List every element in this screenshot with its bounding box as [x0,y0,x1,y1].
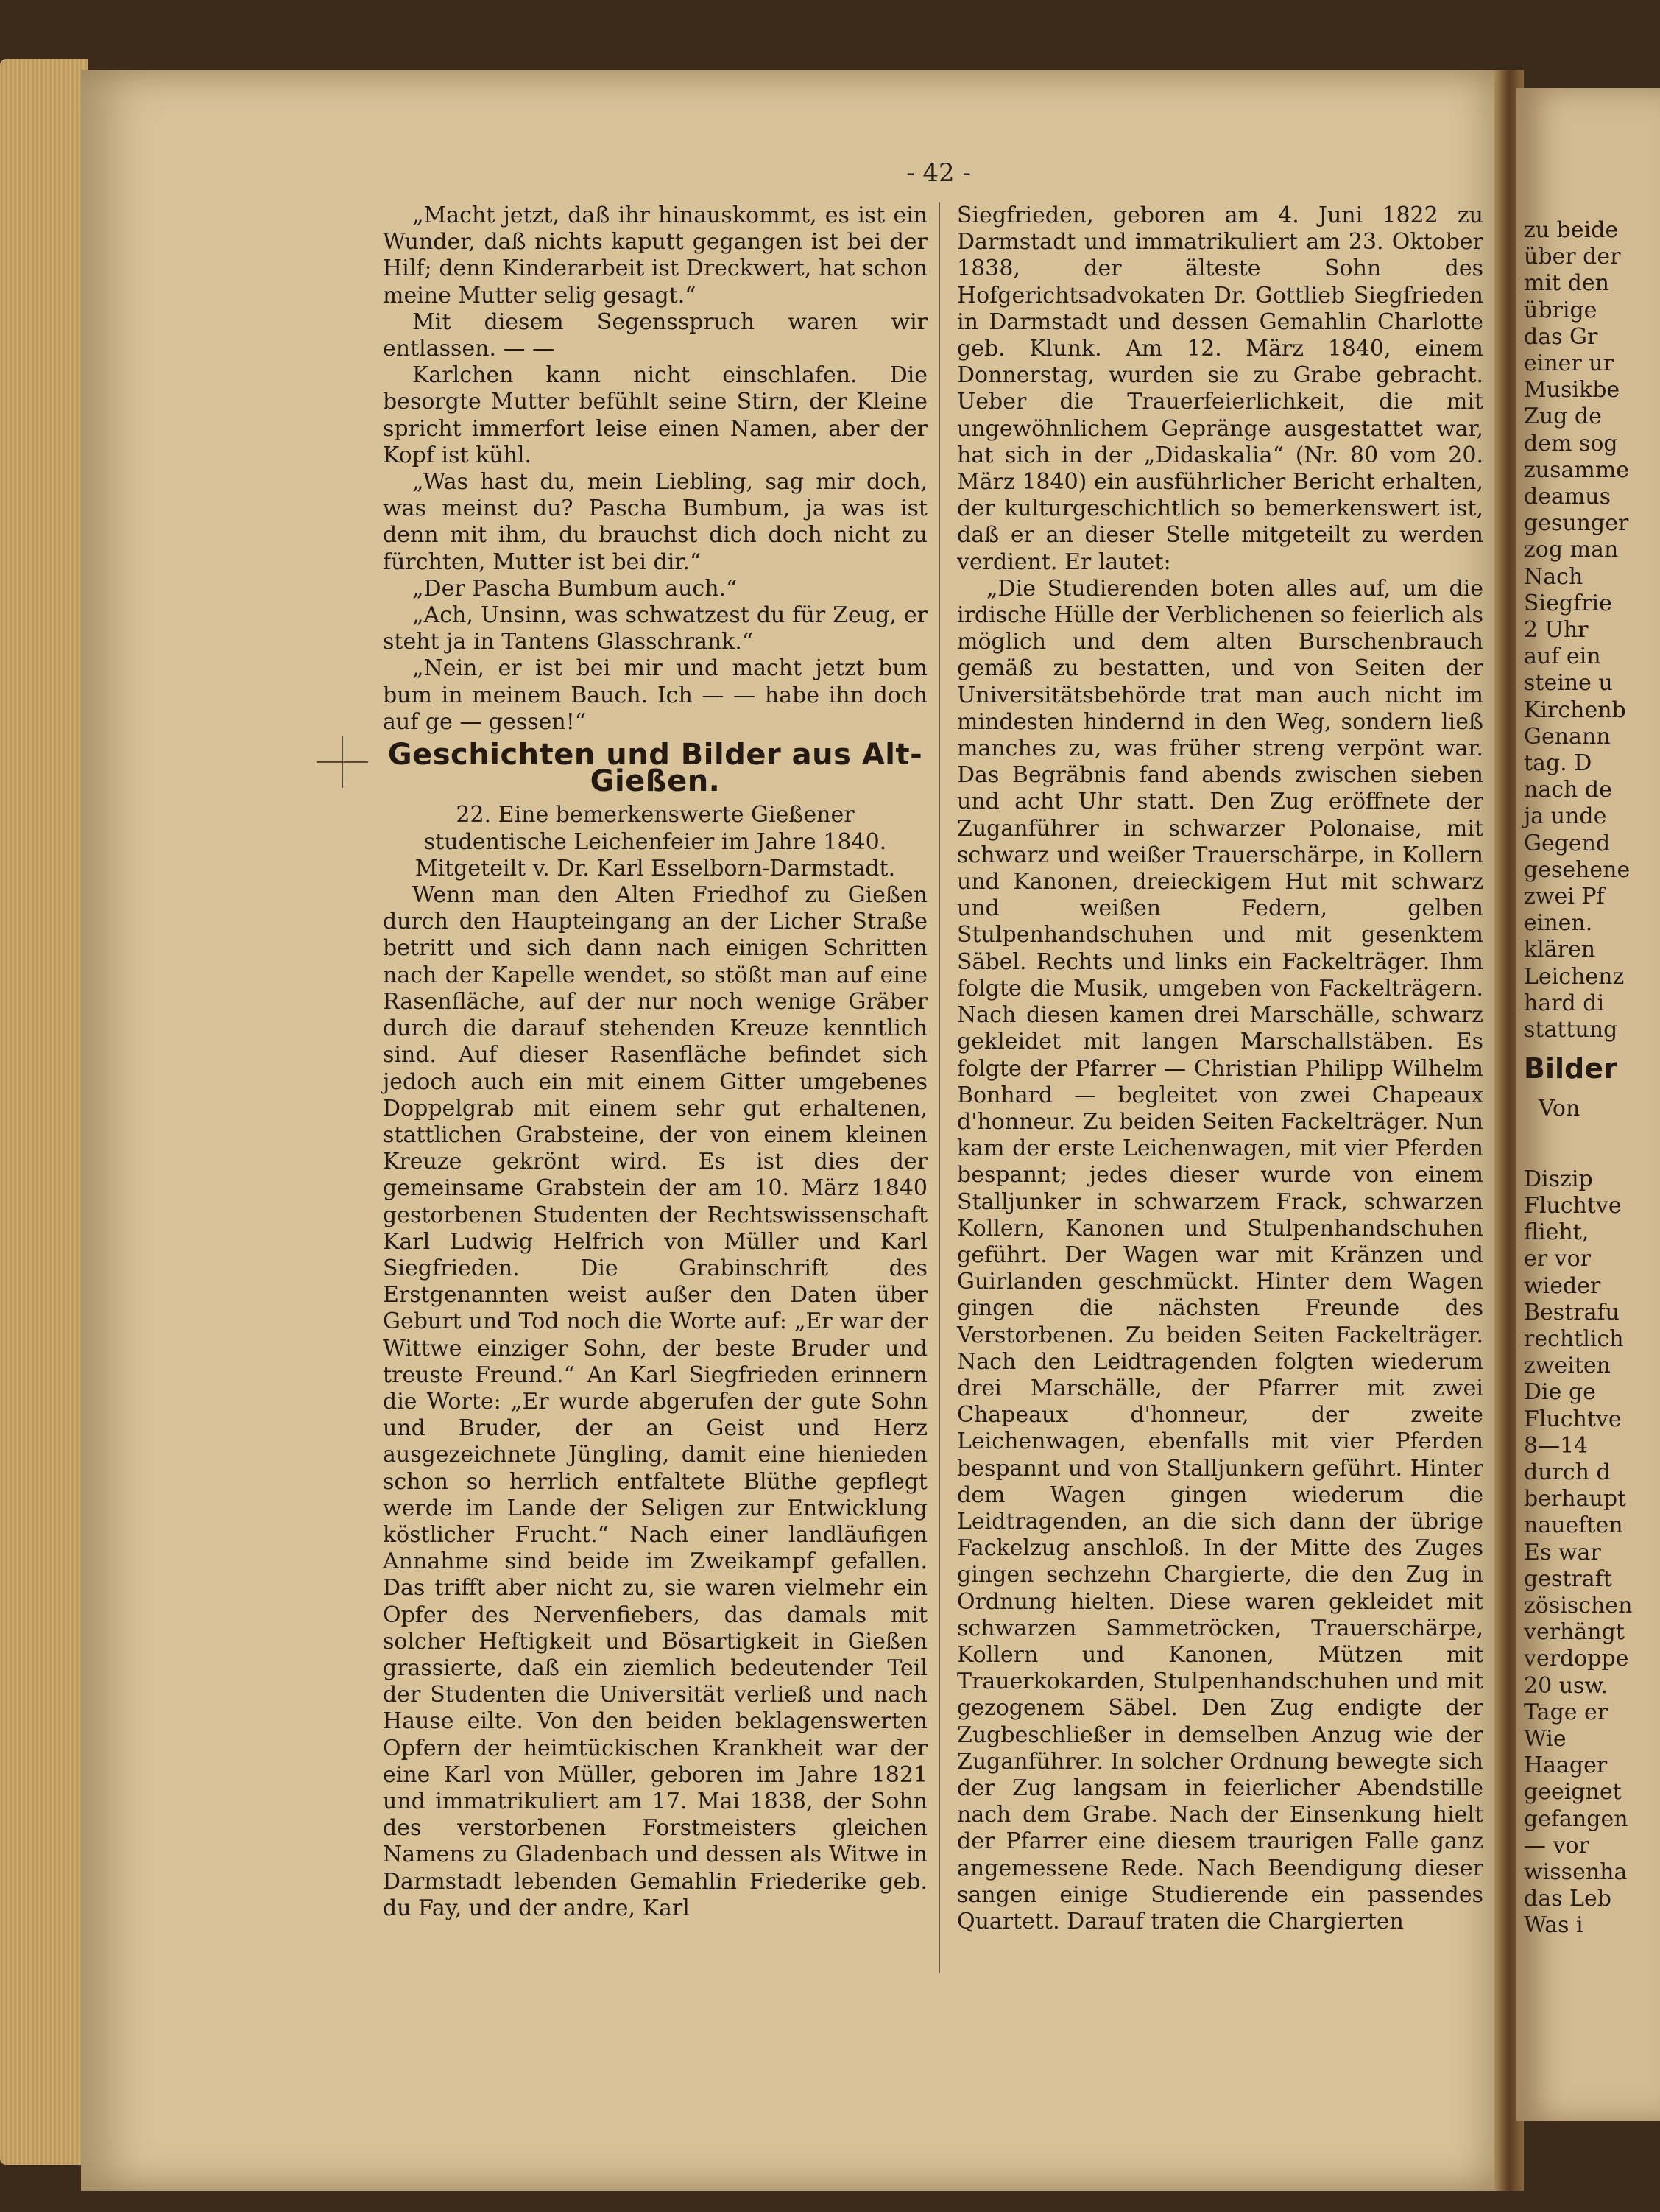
paragraph: „Nein, er ist bei mir und macht jetzt bum bum in meinem Bauch. Ich — — habe ihn doch auf ge — gessen!“ [383,655,928,735]
paragraph: Wenn man den Alten Friedhof zu Gießen durch den Haupteingang an der Licher Straße betritt und sich dann nach einigen Schritten nach der Kapelle wendet, so stößt man auf eine Rasenfläche, auf der nur noch wenige Gräber durch die darauf stehenden Kreuze kenntlich sind. Auf dieser Rasenfläche befindet sich jedoch auch ein mit einem Gitter umgebenes Doppelgrab mit einem sehr gut erhaltenen, stattlichen Grabsteine, der von einem kleinen Kreuze gekrönt wird. Es ist dies der gemeinsame Grabstein der am 10. März 1840 gestorbenen Studenten der Rechtswissenschaft Karl Ludwig Helfrich von Müller und Karl Siegfrieden. Die Grabinschrift des Erstgenannten weist außer den Daten über Geburt und Tod noch die Worte auf: „Er war der Wittwe einziger Sohn, der beste Bruder und treuste Freund.“ An Karl Siegfrieden erinnern die Worte: „Er wurde abgerufen der gute Sohn und Bruder, der an Geist und Herz ausgezeichnete Jüngling, damit eine hienieden schon so herrlich entfaltete Blüthe gepflegt werde im Lande der Seligen zur Entwicklung köstlicher Frucht.“ Nach einer landläufigen Annahme sind beide im Zweikampf gefallen. Das trifft aber nicht zu, sie waren vielmehr ein Opfer des Nervenfiebers, das damals mit solcher Heftigkeit und Bösartigkeit in Gießen grassierte, daß ein ziemlich bedeutender Teil der Studenten die Universität verließ und nach Hause eilte. Von den beiden beklagenswerten Opfern der heimtückischen Krankheit war der eine Karl von Müller, geboren im Jahre 1821 und immatrikuliert am 17. Mai 1838, der Sohn des verstorbenen Forstmeisters gleichen Namens zu Gladenbach und dessen als Witwe in Darmstadt lebenden Gemahlin Friederike geb. du Fay, und der andre, Karl [383,882,928,1921]
adjacent-page-fragments [1524,217,1632,1940]
fragment-line: gefangen [1524,1806,1628,1832]
fragment-line: flieht, [1524,1219,1589,1246]
column-divider [939,202,940,1973]
fragment-line: ja unde [1524,803,1607,830]
fragment-line: Zug de [1524,404,1602,430]
page-number: - 42 - [906,158,971,188]
fragment-line: Siegfrie [1524,590,1612,616]
fragment-line: nach de [1524,777,1612,803]
section-heading: Geschichten und Bilder aus Alt-Gießen. [387,738,923,799]
fragment-line: Fluchtve [1524,1192,1622,1219]
paragraph: „Macht jetzt, daß ihr hinauskommt, es ist ein Wunder, daß nichts kaputt gegangen ist bei der Hilf; denn Kinderarbeit ist Dreckwert, hat schon meine Mutter selig gesagt.“ [383,202,928,309]
fragment-line: zu beide [1524,217,1619,243]
fragment-line: Es war [1524,1539,1601,1565]
fragment-line: 2 Uhr [1524,617,1589,644]
fragment-line: steine u [1524,670,1613,697]
fragment-line: tag. D [1524,750,1592,777]
fragment-line: gesunger [1524,510,1629,537]
fragment-line: mit den [1524,270,1609,297]
fragment-line: Was i [1524,1912,1583,1939]
fragment-line: wieder [1524,1272,1601,1299]
paragraph: Mit diesem Segensspruch waren wir entlassen. — — [383,309,928,362]
fragment-line: zwei Pf [1524,884,1605,910]
paragraph: Karlchen kann nicht einschlafen. Die besorgte Mutter befühlt seine Stirn, der Kleine spricht immerfort leise einen Namen, aber der Kopf ist kühl. [383,362,928,468]
article-title-line-1: 22. Eine bemerkenswerte Gießener [456,802,855,828]
fragment-line: Haager [1524,1753,1608,1779]
fragment-line: — vor [1524,1832,1589,1859]
fragment-line: er vor [1524,1246,1591,1272]
fragment-line: Musikbe [1524,377,1620,404]
fragment-line: Tage er [1524,1699,1608,1725]
fragment-line: deamus [1524,484,1611,510]
fragment-line: einer ur [1524,351,1614,377]
fragment-line: zösischen [1524,1592,1633,1619]
fragment-line: Nach [1524,563,1583,590]
fragment-line: rechtlich [1524,1325,1624,1352]
fragment-line: Genann [1524,723,1611,750]
fragment-line: 8—14 [1524,1432,1589,1459]
fragment-line: verhängt [1524,1619,1625,1646]
fragment-line: geeignet [1524,1779,1622,1806]
fragment-line: Kirchenb [1524,697,1626,723]
fragment-line: dem sog [1524,430,1618,457]
paragraph: Siegfrieden, geboren am 4. Juni 1822 zu Darmstadt und immatrikuliert am 23. Oktober 1838, der älteste Sohn des Hofgerichtsadvokaten Dr. Gottlieb Siegfrieden in Darmstadt und dessen Gemahlin Charlotte geb. Klunk. Am 12. März 1840, einem Donnerstag, wurden sie zu Grabe gebracht. Ueber die Trauerfeierlichkeit, die mit ungewöhnlichem Gepränge ausgestattet war, hat sich in der „Didaskalia“ (Nr. 80 vom 20. März 1840) ein ausführlicher Bericht erhalten, der kulturgeschichtlich so bemerkenswert ist, daß er an dieser Stelle mitgeteilt zu werden verdient. Er lautet: [957,202,1483,575]
fragment-line: Fluchtve [1524,1406,1622,1432]
fragment-heading: Bilder [1524,1052,1617,1085]
fragment-line: durch d [1524,1459,1611,1485]
fragment-line: das Leb [1524,1886,1611,1912]
fragment-line: einen. [1524,910,1593,937]
fragment-line: Leichenz [1524,963,1625,990]
article-title-line-2: studentische Leichenfeier im Jahre 1840. [423,828,887,855]
fragment-line: stattung [1524,1017,1618,1043]
fragment-line: berhaupt [1524,1486,1627,1512]
registration-cross-mark [317,736,368,788]
fragment-lines-top [1524,217,1632,1043]
fragment-line: zog man [1524,537,1619,563]
fragment-line: Gegend [1524,830,1611,856]
fragment-line: verdoppe [1524,1646,1629,1672]
fragment-line: das Gr [1524,323,1598,350]
fragment-byline: Von [1539,1095,1580,1121]
right-column [957,202,1483,1935]
fragment-line: Die ge [1524,1379,1596,1406]
fragment-line: Bestrafu [1524,1299,1620,1325]
paragraph: „Ach, Unsinn, was schwatzest du für Zeug, er steht ja in Tantens Glasschrank.“ [383,602,928,655]
fragment-line: über der [1524,244,1621,270]
paragraph: „Der Pascha Bumbum auch.“ [412,575,738,602]
paragraph: „Die Studierenden boten alles auf, um die irdische Hülle der Verblichenen so feierlich als möglich und dem alten Burschenbrauch gemäß zu bestatten, und von Seiten der Universitätsbehörde trat man auch nicht im mindesten hindernd in den Weg, sondern ließ manches zu, was früher streng verpönt war. Das Begräbnis fand abends zwischen sieben und acht Uhr statt. Den Zug eröffnete der Zuganführer in schwarzer Polonaise, mit schwarz und weißer Trauerschärpe, in Kollern und Kanonen, dreieckigem Hut mit schwarz und weißen Federn, gelben Stulpenhandschuhen und mit gesenktem Säbel. Rechts und links ein Fackelträger. Ihm folgte die Musik, umgeben von Fackelträgern. Nach diesen kamen drei Marschälle, schwarz gekleidet mit langen Marschallstäben. Es folgte der Pfarrer — Christian Philipp Wilhelm Bonhard — begleitet von zwei Chapeaux d'honneur. Zu beiden Seiten Fackelträger. Nun kam der erste Leichenwagen, mit vier Pferden bespannt; jedes dieser wurde von einem Stalljunker in schwarzem Frack, schwarzen Kollern, Kanonen und Stulpenhandschuhen geführt. Der Wagen war mit Kränzen und Guirlanden geschmückt. Hinter dem Wagen gingen die nächsten Freunde des Verstorbenen. Zu beiden Seiten Fackelträger. Nach den Leidtragenden folgten wiederum drei Marschälle, der Pfarrer mit zwei Chapeaux d'honneur, der zweite Leichenwagen, ebenfalls mit vier Pferden bespannt und von Stalljunkern geführt. Hinter dem Wagen gingen wiederum die Leidtragenden, an die sich dann der übrige Fackelzug anschloß. In der Mitte des Zuges gingen sechzehn Chargierte, die den Zug in Ordnung hielten. Diese waren gekleidet mit schwarzen Sammetröcken, Trauerschärpe, Kollern und Kanonen, Mützen mit Trauerkokarden, Stulpenhandschuhen und mit gezogenem Säbel. Den Zug endigte der Zugbeschließer in demselben Anzug wie der Zuganführer. In solcher Ordnung bewegte sich der Zug langsam in feierlicher Abendstille nach dem Grabe. Nach der Einsenkung hielt der Pfarrer eine diesem traurigen Falle ganz angemessene Rede. Nach Beendigung dieser sangen einige Studierende ein passendes Quartett. Darauf traten die Chargierten [957,575,1483,1934]
fragment-line: übrige [1524,297,1597,323]
book-page-edges [0,59,88,2165]
fragment-line: 20 usw. [1524,1672,1608,1699]
fragment-line: auf ein [1524,644,1601,670]
fragment-line: zusamme [1524,457,1630,483]
fragment-lines-bottom [1524,1166,1632,1940]
fragment-line: Wie [1524,1725,1567,1752]
fragment-line: klären [1524,937,1596,963]
fragment-line: hard di [1524,990,1605,1016]
byline: Mitgeteilt v. Dr. Karl Esselborn-Darmstadt. [414,855,896,881]
fragment-line: naueften [1524,1512,1623,1539]
fragment-line: zweiten [1524,1353,1611,1379]
fragment-line: gestraft [1524,1565,1612,1592]
fragment-line: gesehene [1524,856,1631,883]
left-column [383,202,928,1922]
fragment-line: Diszip [1524,1166,1593,1192]
paragraph: „Was hast du, mein Liebling, sag mir doch, was meinst du? Pascha Bumbum, ja was ist denn mit ihm, du brauchst dich doch nicht zu fürchten, Mutter ist bei dir.“ [383,469,928,575]
fragment-line: wissenha [1524,1859,1628,1885]
